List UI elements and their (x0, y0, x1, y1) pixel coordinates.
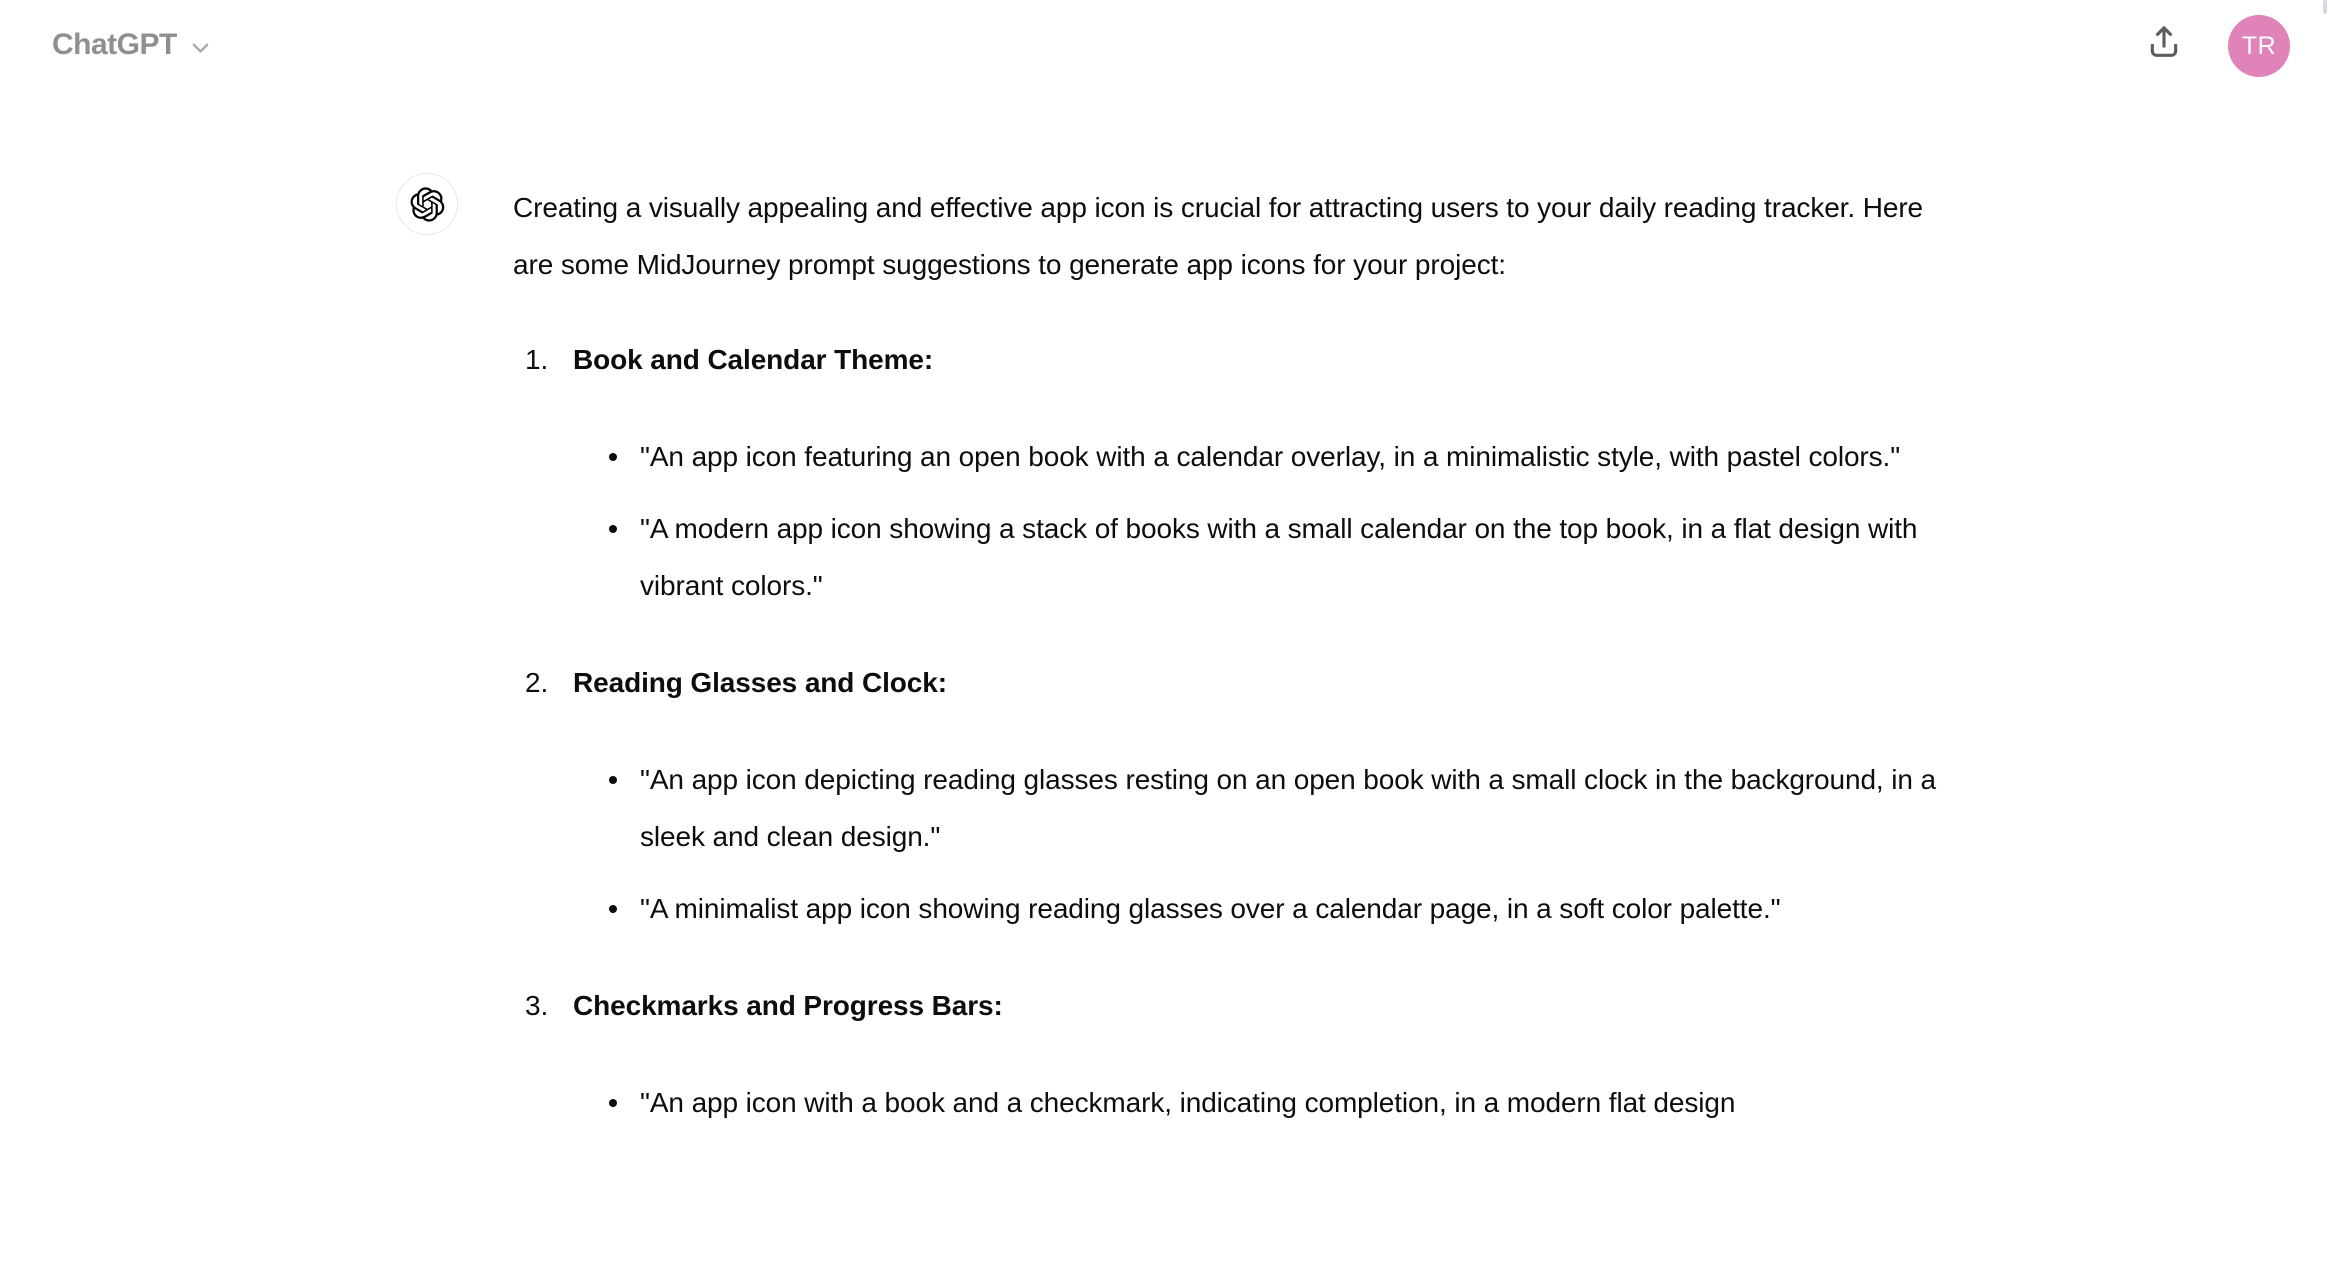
avatar[interactable] (2228, 15, 2290, 77)
app-title: ChatGPT (52, 28, 177, 61)
bullet-item: "A minimalist app icon showing reading glasses over a calendar page, in a soft color palette." (513, 880, 1949, 937)
avatar-initials: TR (2241, 31, 2277, 60)
section-number: 1. (525, 344, 549, 375)
bullet-list (513, 751, 1949, 937)
share-button[interactable] (2141, 20, 2187, 66)
section-title: Book and Calendar Theme: (573, 344, 934, 375)
section-number: 3. (525, 990, 549, 1021)
bullet-list (513, 1074, 1949, 1131)
bullet-item: "An app icon featuring an open book with a calendar overlay, in a minimalistic style, with pastel colors." (513, 428, 1949, 485)
section-title: Reading Glasses and Clock: (573, 667, 947, 698)
section-title: Checkmarks and Progress Bars: (573, 990, 1003, 1021)
section-heading (513, 977, 1949, 1034)
bullet-item: "A modern app icon showing a stack of books with a small calendar on the top book, in a flat design with vibrant colors." (513, 500, 1949, 614)
section-heading (513, 654, 1949, 711)
message-intro: Creating a visually appealing and effective app icon is crucial for attracting users to your daily reading tracker. Here are some MidJourney prompt suggestions to generate app icons for your project: (513, 192, 1924, 280)
scrollbar[interactable] (2323, 0, 2327, 14)
numbered-list (513, 331, 1949, 1131)
message-content (513, 179, 1949, 1131)
assistant-message (396, 179, 1949, 1131)
share-upload-icon (2144, 20, 2184, 64)
chevron-down-icon (187, 34, 214, 61)
assistant-avatar (396, 173, 458, 235)
bullet-item: "An app icon depicting reading glasses resting on an open book with a small clock in the background, in a sleek and clean design." (513, 751, 1949, 865)
bullet-item: "An app icon with a book and a checkmark, indicating completion, in a modern flat design (513, 1074, 1949, 1131)
list-item (513, 977, 1949, 1131)
section-number: 2. (525, 667, 549, 698)
section-heading (513, 331, 1949, 388)
model-switcher[interactable] (46, 24, 220, 66)
list-item (513, 654, 1949, 937)
openai-logo-icon (410, 187, 445, 222)
bullet-list (513, 428, 1949, 614)
top-bar (0, 0, 2328, 90)
list-item (513, 331, 1949, 614)
